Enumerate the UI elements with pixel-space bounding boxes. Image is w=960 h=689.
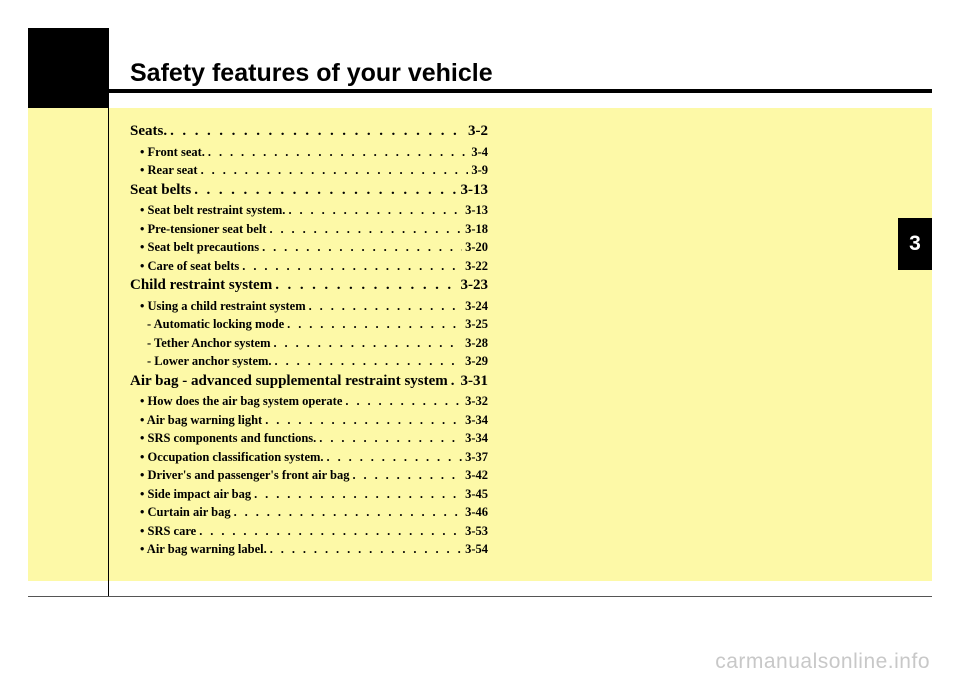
- toc-subsection-entry[interactable]: [130, 522, 488, 541]
- toc-subsection-entry[interactable]: [130, 257, 488, 276]
- toc-page-number: 3-18: [465, 221, 488, 236]
- toc-page-number: 3-31: [460, 372, 488, 389]
- toc-subitem-entry[interactable]: [130, 315, 488, 334]
- toc-subsection-entry[interactable]: [130, 220, 488, 239]
- toc-dot-leader: [254, 485, 462, 504]
- toc-dot-leader: [201, 161, 469, 180]
- toc-dot-leader: [451, 371, 458, 393]
- toc-entry-label: • SRS components and functions.: [140, 431, 317, 445]
- toc-subsection-entry[interactable]: [130, 392, 488, 411]
- toc-subsection-entry[interactable]: [130, 485, 488, 504]
- toc-page-number: 3-9: [471, 163, 488, 177]
- toc-page-number: 3-25: [465, 317, 488, 331]
- toc-dot-leader: [270, 540, 462, 559]
- toc-page-number: 3-34: [465, 431, 488, 445]
- toc-subsection-entry[interactable]: [130, 429, 488, 448]
- toc-dot-leader: [269, 220, 462, 239]
- toc-dot-leader: [262, 238, 462, 257]
- toc-page-number: 3-42: [465, 468, 488, 482]
- toc-subsection-entry[interactable]: [130, 201, 488, 220]
- toc-page-number: 3-46: [465, 505, 488, 519]
- toc-page-number: 3-24: [465, 298, 488, 313]
- toc-page-number: 3-28: [465, 335, 488, 350]
- toc-dot-leader: [309, 297, 462, 316]
- toc-entry-label: • Using a child restraint system: [140, 298, 306, 313]
- toc-entry-label: - Lower anchor system.: [147, 354, 272, 368]
- toc-dot-leader: [242, 257, 462, 276]
- toc-page-number: 3-2: [468, 123, 488, 139]
- toc-section-entry[interactable]: [130, 121, 488, 143]
- toc-subsection-entry[interactable]: [130, 503, 488, 522]
- toc-entry-label: • Rear seat: [140, 163, 198, 177]
- page-title: Safety features of your vehicle: [130, 59, 493, 87]
- toc-entry-label: Seats.: [130, 123, 168, 139]
- toc-entry-label: • Occupation classification system.: [140, 449, 324, 464]
- toc-page-number: 3-20: [465, 240, 488, 254]
- toc-subitem-entry[interactable]: [130, 334, 488, 353]
- toc-section-entry[interactable]: [130, 371, 488, 393]
- toc-dot-leader: [170, 121, 465, 143]
- toc-entry-label: • Seat belt restraint system.: [140, 203, 286, 217]
- toc-subsection-entry[interactable]: [130, 540, 488, 559]
- toc-dot-leader: [275, 275, 457, 297]
- toc-page-number: 3-53: [465, 523, 488, 538]
- toc-subsection-entry[interactable]: [130, 466, 488, 485]
- toc-page-number: 3-23: [460, 277, 488, 293]
- toc-dot-leader: [265, 411, 462, 430]
- toc-page-number: 3-29: [465, 354, 488, 368]
- toc-dot-leader: [199, 522, 462, 541]
- toc-dot-leader: [275, 352, 463, 371]
- toc-entry-label: • Care of seat belts: [140, 258, 240, 273]
- toc-entry-label: • Pre-tensioner seat belt: [140, 221, 267, 236]
- toc-dot-leader: [274, 334, 463, 353]
- toc-entry-label: Child restraint system: [130, 277, 273, 293]
- chapter-number: 3: [909, 232, 921, 255]
- toc-page-number: 3-13: [460, 181, 488, 198]
- toc-entry-label: • Front seat.: [140, 144, 205, 159]
- toc-dot-leader: [352, 466, 462, 485]
- toc-dot-leader: [327, 448, 463, 467]
- left-margin-line: [108, 28, 109, 596]
- toc-dot-leader: [208, 143, 468, 162]
- toc-section-entry[interactable]: [130, 275, 488, 297]
- toc-subsection-entry[interactable]: [130, 448, 488, 467]
- toc-entry-label: Air bag - advanced supplemental restraint system: [130, 372, 448, 389]
- toc-page-number: 3-32: [465, 394, 488, 408]
- header-black-block: [28, 28, 109, 108]
- toc-entry-label: • Driver's and passenger's front air bag: [140, 468, 350, 482]
- toc-dot-leader: [287, 315, 462, 334]
- toc-subsection-entry[interactable]: [130, 161, 488, 180]
- watermark: carmanualsonline.info: [715, 650, 930, 673]
- toc-dot-leader: [194, 180, 457, 202]
- toc-dot-leader: [319, 429, 462, 448]
- toc-entry-label: • How does the air bag system operate: [140, 394, 343, 408]
- toc-entry-label: • Seat belt precautions: [140, 240, 260, 254]
- toc-page-number: 3-45: [465, 486, 488, 501]
- toc-dot-leader: [288, 201, 462, 220]
- toc-entry-label: Seat belts: [130, 181, 192, 198]
- toc-dot-leader: [345, 392, 462, 411]
- toc-entry-label: • Side impact air bag: [140, 486, 252, 501]
- toc-page-number: 3-34: [465, 412, 488, 427]
- toc-entry-label: • Air bag warning label.: [140, 542, 267, 556]
- toc-subsection-entry[interactable]: [130, 238, 488, 257]
- table-of-contents: [130, 121, 488, 559]
- toc-section-entry[interactable]: [130, 180, 488, 202]
- toc-subsection-entry[interactable]: [130, 143, 488, 162]
- toc-entry-label: • SRS care: [140, 523, 197, 538]
- toc-subsection-entry[interactable]: [130, 297, 488, 316]
- toc-page-number: 3-13: [465, 203, 488, 217]
- toc-page-number: 3-22: [465, 258, 488, 273]
- bottom-rule: [28, 596, 932, 597]
- toc-entry-label: • Air bag warning light: [140, 412, 263, 427]
- toc-dot-leader: [234, 503, 462, 522]
- toc-page-number: 3-37: [465, 449, 488, 464]
- chapter-tab[interactable]: [898, 218, 932, 270]
- toc-page-number: 3-4: [471, 144, 488, 159]
- toc-entry-label: - Automatic locking mode: [147, 317, 285, 331]
- title-underline: [109, 89, 932, 93]
- toc-subsection-entry[interactable]: [130, 411, 488, 430]
- toc-subitem-entry[interactable]: [130, 352, 488, 371]
- toc-entry-label: • Curtain air bag: [140, 505, 231, 519]
- toc-entry-label: - Tether Anchor system: [147, 335, 271, 350]
- toc-page-number: 3-54: [465, 542, 488, 556]
